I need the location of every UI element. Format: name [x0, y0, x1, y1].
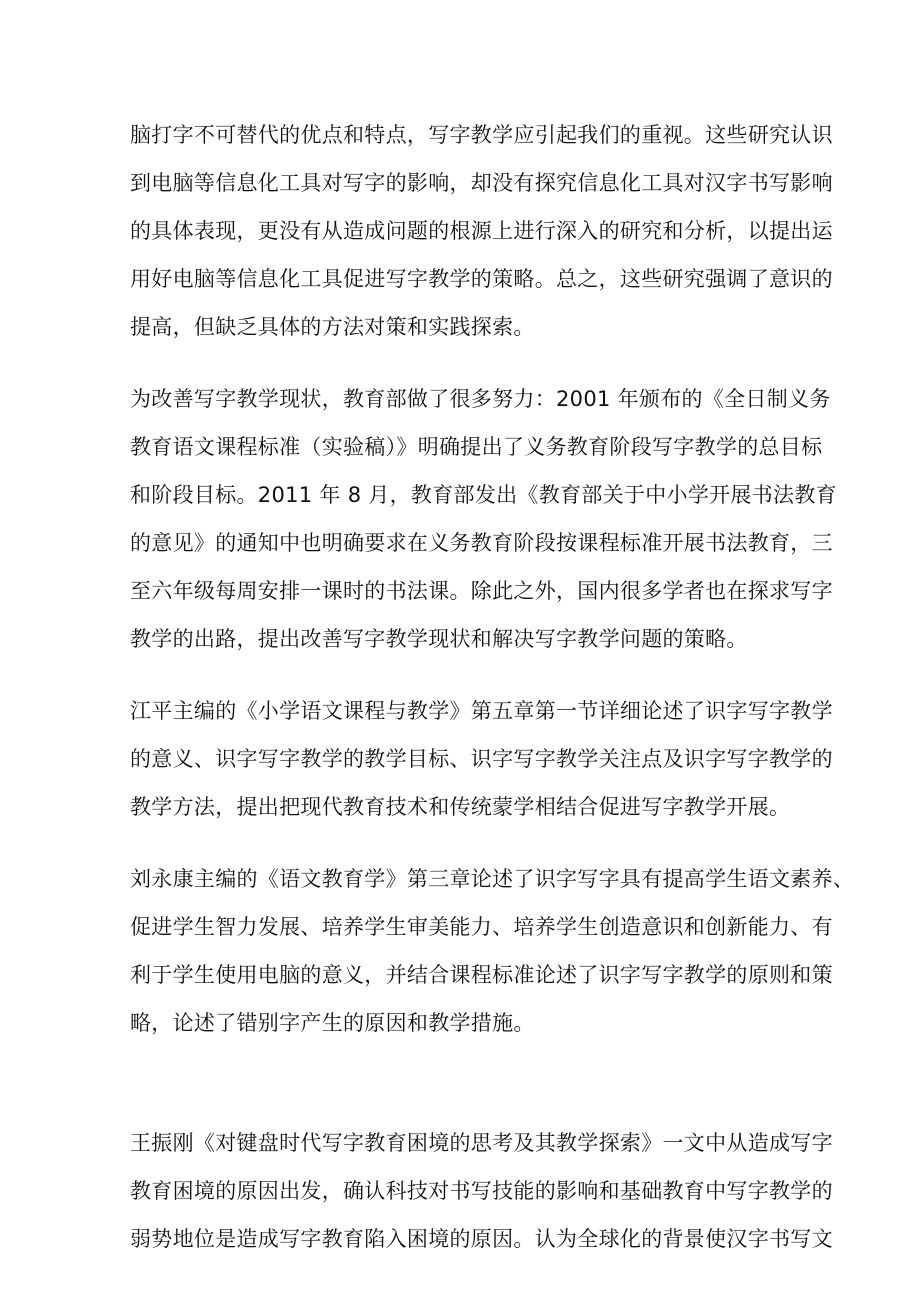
text-line: 提高，但缺乏具体的方法对策和实践探索。	[130, 315, 535, 339]
paragraph-wang-zhengang	[130, 1119, 833, 1263]
text-line: 江平主编的《小学语文课程与教学》第五章第一节详细论述了识字写字教学	[130, 699, 833, 723]
text-line: 促进学生智力发展、培养学生审美能力、培养学生创造意识和创新能力、有	[130, 915, 833, 939]
text-line: 至六年级每周安排一课时的书法课。除此之外，国内很多学者也在探求写字	[130, 579, 833, 603]
text-line: 刘永康主编的《语文教育学》第三章论述了识字写字具有提高学生语文素养、	[130, 867, 855, 891]
text-line: 弱势地位是造成写字教育陷入困境的原因。认为全球化的背景使汉字书写文	[130, 1227, 833, 1251]
text-line: 的具体表现，更没有从造成问题的根源上进行深入的研究和分析，以提出运	[130, 219, 833, 243]
paragraph-ministry-efforts	[130, 375, 837, 663]
text-line: 王振刚《对键盘时代写字教育困境的思考及其教学探索》一文中从造成写字	[130, 1131, 833, 1155]
text-line: 脑打字不可替代的优点和特点，写字教学应引起我们的重视。这些研究认识	[130, 123, 833, 147]
text-line: 教学的出路，提出改善写字教学现状和解决写字教学问题的策略。	[130, 627, 748, 651]
text-line: 的意见》的通知中也明确要求在义务教育阶段按课程标准开展书法教育，三	[130, 531, 833, 555]
text-line: 和阶段目标。2011 年 8 月，教育部发出《教育部关于中小学开展书法教育	[130, 483, 837, 507]
text-line: 用好电脑等信息化工具促进写字教学的策略。总之，这些研究强调了意识的	[130, 267, 833, 291]
text-line: 略，论述了错别字产生的原因和教学措施。	[130, 1011, 535, 1035]
paragraph-jiang-ping	[130, 687, 833, 831]
text-line: 教育困境的原因出发，确认科技对书写技能的影响和基础教育中写字教学的	[130, 1179, 833, 1203]
text-line: 到电脑等信息化工具对写字的影响，却没有探究信息化工具对汉字书写影响	[130, 171, 833, 195]
text-line: 利于学生使用电脑的意义，并结合课程标准论述了识字写字教学的原则和策	[130, 963, 833, 987]
paragraph-computer-typing-summary	[130, 111, 833, 351]
paragraph-liu-yongkang	[130, 855, 855, 1047]
text-line: 为改善写字教学现状，教育部做了很多努力：2001 年颁布的《全日制义务	[130, 387, 831, 411]
text-line: 教学方法，提出把现代教育技术和传统蒙学相结合促进写字教学开展。	[130, 795, 791, 819]
text-line: 的意义、识字写字教学的教学目标、识字写字教学关注点及识字写字教学的	[130, 747, 833, 771]
text-line: 教育语文课程标准（实验稿）》明确提出了义务教育阶段写字教学的总目标	[130, 435, 823, 459]
